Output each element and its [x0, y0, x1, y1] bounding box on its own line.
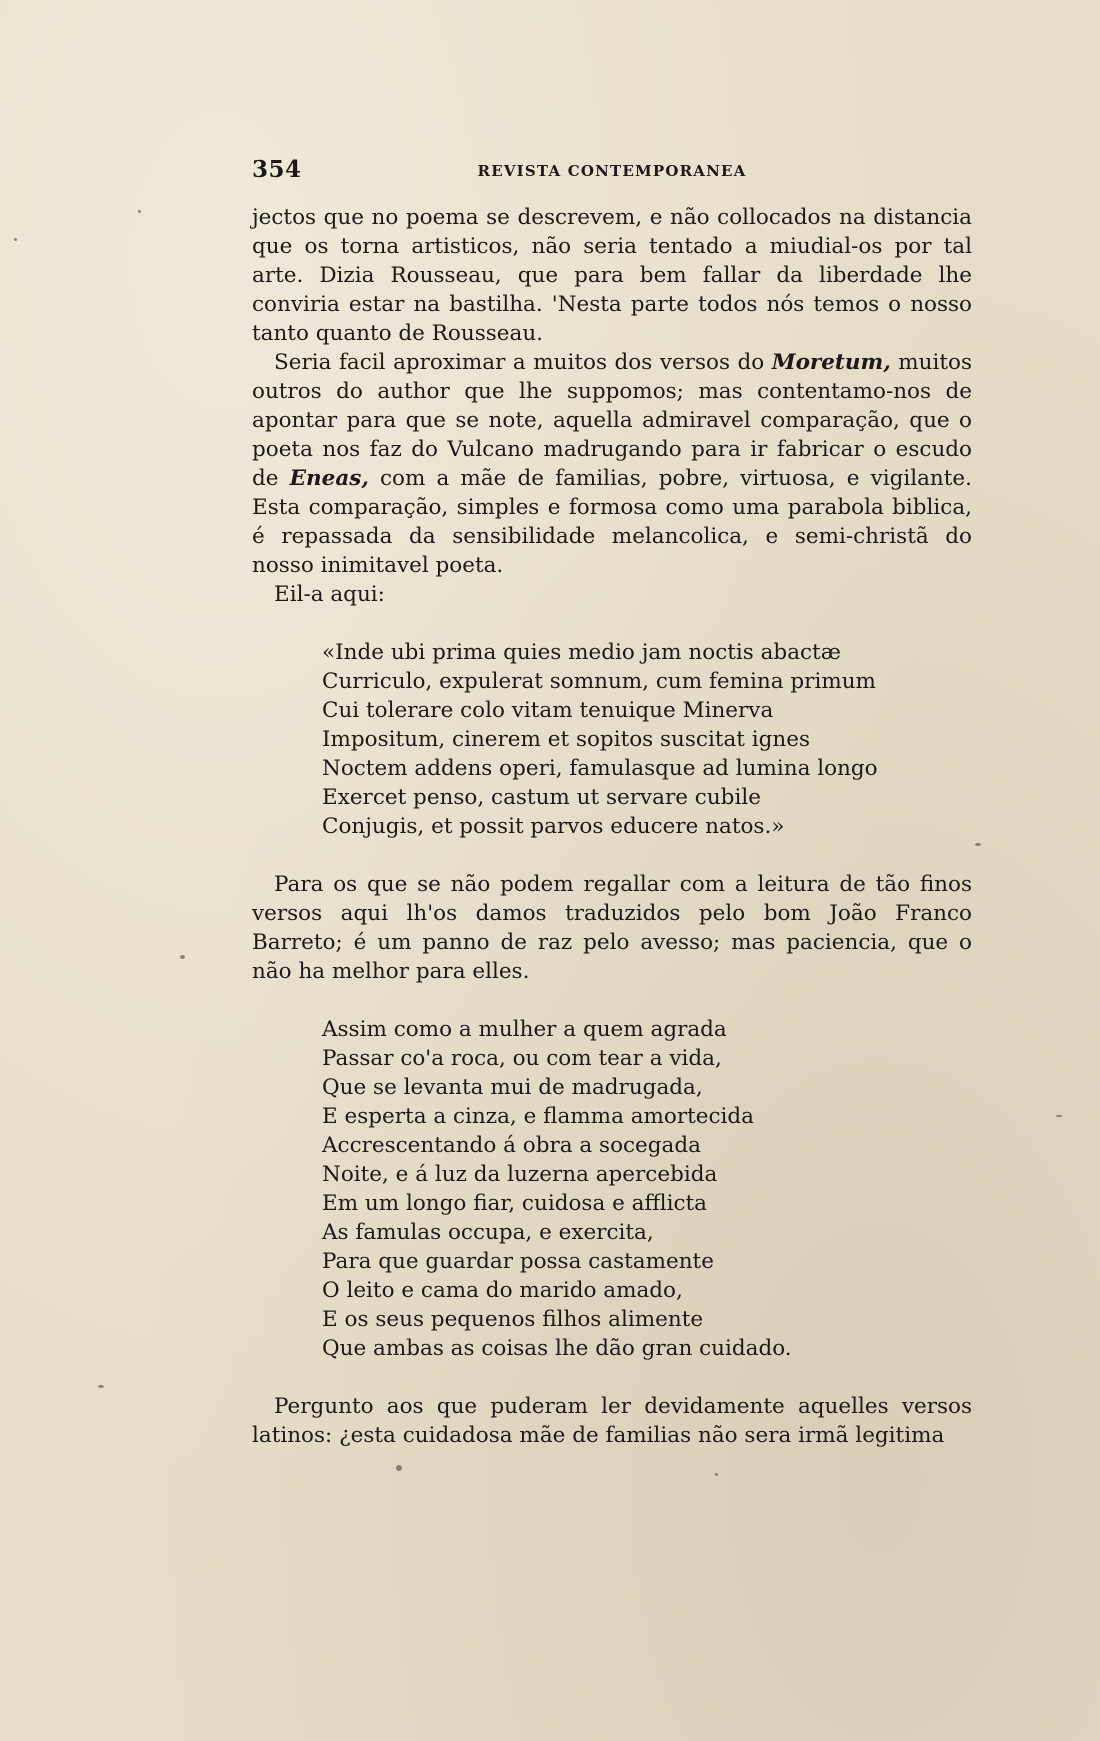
verse-line: Para que guardar possa castamente [322, 1249, 714, 1274]
verse-line: Que se levanta mui de madrugada, [322, 1075, 703, 1100]
running-head: REVISTA CONTEMPORANEA [477, 162, 747, 180]
verse-line: Passar co'a roca, ou com tear a vida, [322, 1046, 722, 1071]
page-number: 354 [252, 156, 302, 183]
paper-speck [975, 843, 981, 846]
verse-line: Conjugis, et possit parvos educere natos.» [322, 814, 785, 839]
latin-verse [252, 638, 972, 841]
paper-speck [396, 1465, 402, 1471]
verse-line: Noite, e á luz da luzerna apercebida [322, 1162, 718, 1187]
paragraph-moretum [252, 348, 972, 580]
verse-line: Exercet penso, castum ut servare cubile [322, 785, 761, 810]
portuguese-verse [252, 1015, 972, 1363]
verse-line: Noctem addens operi, famulasque ad lumina longo [322, 756, 878, 781]
paragraph-pergunto: Pergunto aos que puderam ler devidamente aquelles versos latinos: ¿esta cuidadosa mãe de familias não sera irmã legitima [252, 1394, 972, 1448]
verse-line: Que ambas as coisas lhe dão gran cuidado. [322, 1336, 792, 1361]
paper-speck [180, 955, 185, 959]
moretum-title: Moretum, [771, 350, 891, 375]
paragraph-translation-intro: Para os que se não podem regallar com a leitura de tão finos versos aqui lh'os damos traduzidos pelo bom João Franco Barreto; é um panno de raz pelo avesso; mas paciencia, que o não ha melhor para elles. [252, 872, 972, 984]
spacer [252, 1363, 972, 1392]
body-text [252, 203, 972, 1450]
verse-line: Cui tolerare colo vitam tenuique Minerva [322, 698, 774, 723]
paper-speck [1056, 1115, 1062, 1117]
eneas-title: Eneas, [289, 466, 369, 491]
verse-line: Assim como a mulher a quem agrada [322, 1017, 727, 1042]
verse-line: Curriculo, expulerat somnum, cum femina primum [322, 669, 876, 694]
verse-line: Accrescentando á obra a socegada [322, 1133, 701, 1158]
spacer [252, 841, 972, 870]
spacer [252, 986, 972, 1015]
page-header [252, 156, 972, 186]
paragraph-eil-a-aqui: Eil-a aqui: [274, 582, 385, 607]
paper-speck [14, 238, 17, 241]
paragraph-continuation: jectos que no poema se descrevem, e não collocados na distancia que os torna artisticos, não seria tentado a miudial-os por tal arte. Dizia Rousseau, que para bem fallar da liberdade lhe conviria estar na bastilha. 'Nesta parte todos nós temos o nosso tanto quanto de Rousseau. [252, 205, 972, 346]
verse-line: Em um longo fiar, cuidosa e afflicta [322, 1191, 707, 1216]
verse-line: «Inde ubi prima quies medio jam noctis abactæ [322, 640, 841, 665]
verse-line: E os seus pequenos filhos alimente [322, 1307, 704, 1332]
verse-line: O leito e cama do marido amado, [322, 1278, 683, 1303]
verse-line: As famulas occupa, e exercita, [322, 1220, 654, 1245]
paper-speck [138, 210, 141, 213]
paragraph-moretum-text-2: muitos outros do author que lhe suppomos; mas contentamo-nos de apontar para que se note, aquella admiravel comparação, que o poeta nos faz do Vulcano madrugando para ir fabricar o escudo de [252, 350, 973, 491]
verse-line: Impositum, cinerem et sopitos suscitat ignes [322, 727, 811, 752]
paragraph-moretum-text-3: com a mãe de familias, pobre, virtuosa, e vigilante. Esta comparação, simples e formosa como uma parabola biblica, é repassada da sensibilidade melancolica, e semi-christã do nosso inimitavel poeta. [252, 466, 972, 578]
paragraph-moretum-text-1: Seria facil aproximar a muitos dos versos do [274, 350, 772, 375]
verse-line: E esperta a cinza, e flamma amortecida [322, 1104, 755, 1129]
paper-speck [98, 1385, 104, 1388]
spacer [252, 609, 972, 638]
paper-speck [715, 1473, 718, 1476]
